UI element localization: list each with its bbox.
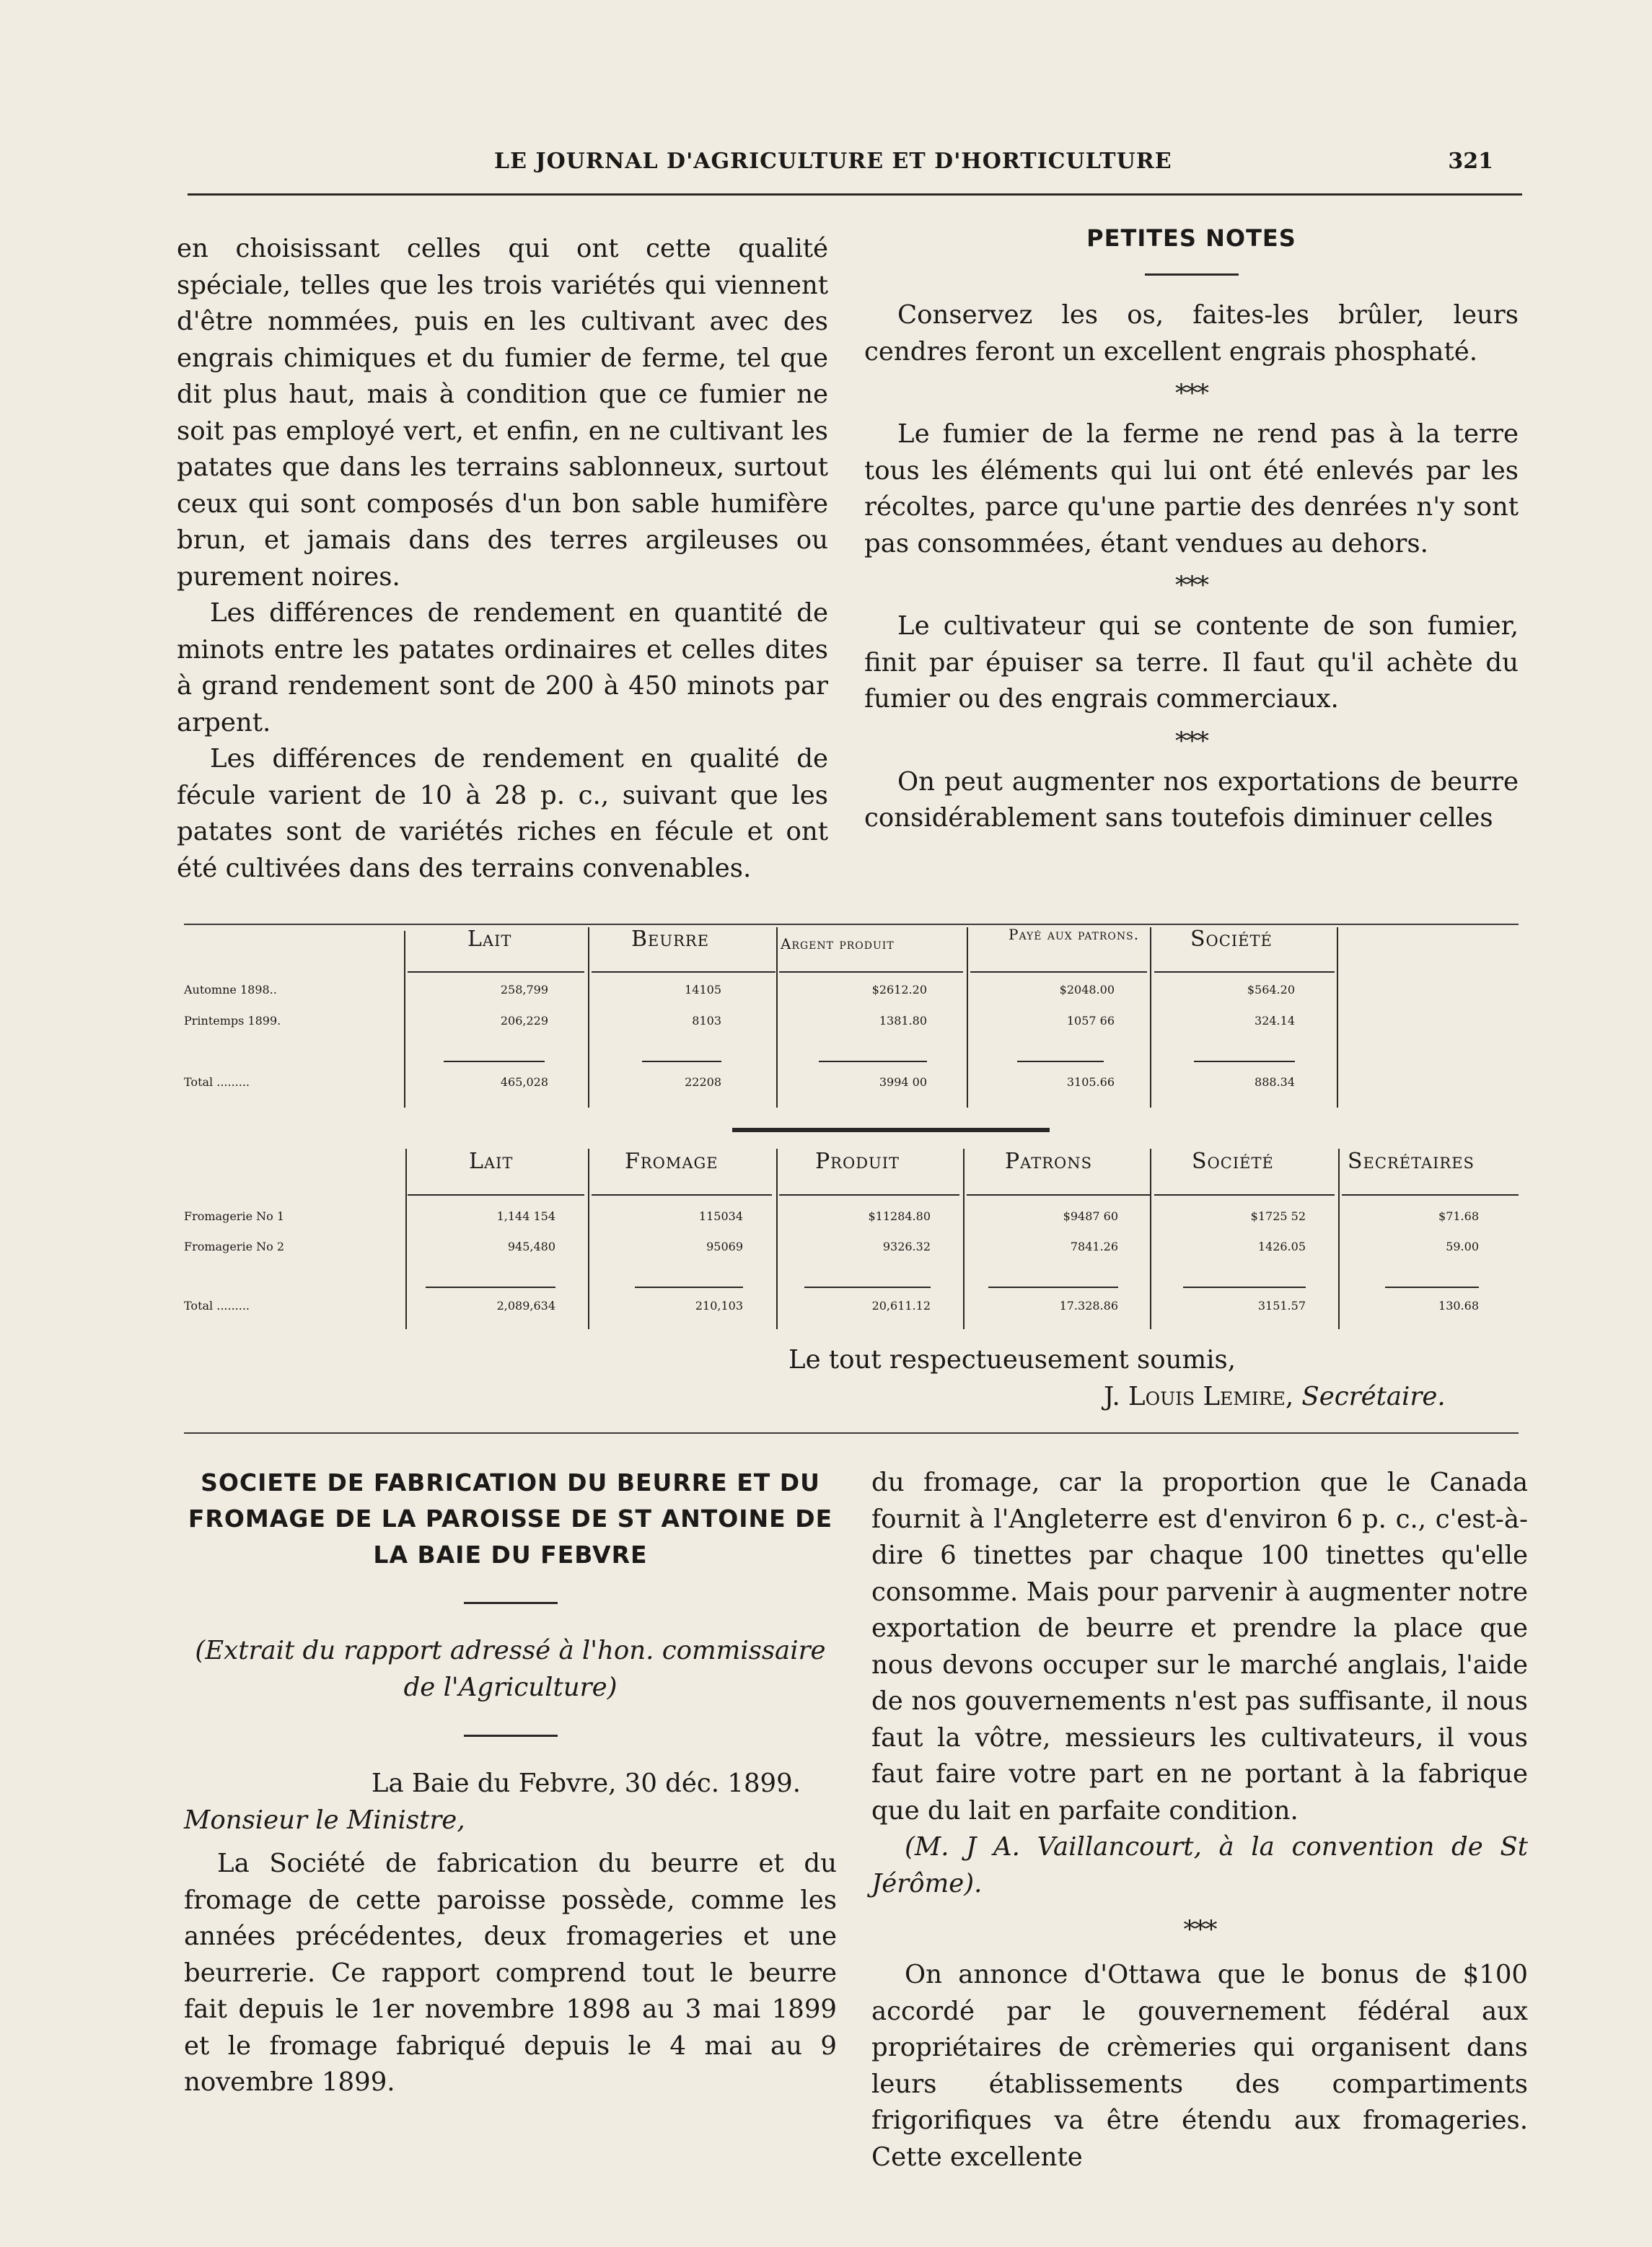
- row-label: Total .........: [184, 1075, 250, 1089]
- table-cell: 8103: [692, 1014, 721, 1028]
- table-separator: [732, 1128, 1050, 1132]
- section-heading: PETITES NOTES: [1086, 224, 1296, 252]
- table-cell: 1381.80: [879, 1014, 927, 1028]
- right-column-bottom: [871, 1465, 1528, 2176]
- table-cell: 465,028: [500, 1075, 548, 1089]
- column-header: Fromage: [625, 1149, 719, 1174]
- signature-name: J. Louis Lemire,: [1104, 1382, 1294, 1411]
- asterism: ***: [1175, 379, 1208, 408]
- asterism: ***: [1175, 726, 1208, 755]
- paragraph: du fromage, car la proportion que le Canada fournit à l'Angleterre est d'environ 6 p. c., c'est-à-dire 6 tinettes par chaque 100 tinettes qu'elle consomme. Mais pour parvenir à augmenter notre exportation de beurre et prendre la place que nous devons occuper sur le marché anglais, l'aide de nos gouvernements n'est pas suffisante, il nous faut la vôtre, messieurs les cultivateurs, il vous faut faire votre part en ne portant à la fabrique que du lait en parfaite condition.: [871, 1468, 1528, 1826]
- table-cell: 59.00: [1446, 1240, 1479, 1253]
- table-cell: 20,611.12: [871, 1299, 931, 1313]
- paragraph: en choisissant celles qui ont cette qualité spéciale, telles que les trois variétés qui viennent d'être nommées, puis en les cultivant avec des engrais chimiques et du fumier de ferme, tel que dit plus haut, mais à condition que ce fumier ne soit pas employé vert, et enfin, en ne cultivant les patates que dans les terrains sablonneux, surtout ceux qui sont composés d'un bon sable humifère brun, et jamais dans des terres argileuses ou purement noires.: [177, 234, 828, 592]
- table-cell: 3105.66: [1066, 1075, 1115, 1089]
- table-cell: 258,799: [500, 983, 548, 997]
- table-cell: 95069: [706, 1240, 743, 1253]
- paragraph: Les différences de rendement en quantité de minots entre les patates ordinaires et celles dites à grand rendement sont de 200 à 450 minots par arpent.: [177, 598, 828, 737]
- table-cell: $71.68: [1438, 1209, 1479, 1223]
- paragraph: Les différences de rendement en qualité de fécule varient de 10 à 28 p. c., suivant que les patates sont de variétés riches en fécule et ont été cultivées dans des terrains convenables.: [177, 744, 828, 883]
- table-cell: 1426.05: [1257, 1240, 1306, 1253]
- column-header: Payé aux patrons.: [1009, 926, 1140, 943]
- column-header: Beurre: [631, 927, 710, 952]
- row-label: Automne 1898..: [184, 983, 277, 997]
- table-cell: 22208: [685, 1075, 721, 1089]
- signature: [1104, 1382, 1446, 1411]
- heading-rule: [464, 1735, 558, 1737]
- extract-note: (Extrait du rapport adressé à l'hon. commissaire de l'Agriculture): [195, 1636, 826, 1702]
- table-cell: 888.34: [1255, 1075, 1295, 1089]
- asterism: ***: [1175, 571, 1208, 600]
- heading-rule: [1145, 273, 1239, 276]
- table-cell: 115034: [698, 1209, 743, 1223]
- article-heading: SOCIETE DE FABRICATION DU BEURRE ET DU FROMAGE DE LA PAROISSE DE ST ANTOINE DE LA BAIE DU FEBVRE: [188, 1468, 833, 1569]
- table-cell: 206,229: [500, 1014, 548, 1028]
- header-rule: [188, 193, 1522, 196]
- closing-line: Le tout respectueusement soumis,: [788, 1345, 1236, 1375]
- heading-rule: [464, 1602, 558, 1604]
- table-cell: 3994 00: [879, 1075, 927, 1089]
- note: Le cultivateur qui se contente de son fumier, finit par épuiser sa terre. Il faut qu'il achète du fumier ou des engrais commerciaux.: [864, 611, 1519, 714]
- table-cell: 130.68: [1438, 1299, 1479, 1313]
- section-rule: [184, 1432, 1519, 1434]
- table-cell: 2,089,634: [496, 1299, 555, 1313]
- row-label: Printemps 1899.: [184, 1014, 281, 1028]
- table-cell: $1725 52: [1250, 1209, 1306, 1223]
- salutation: Monsieur le Ministre,: [184, 1805, 465, 1835]
- column-header: Argent produit: [781, 935, 895, 952]
- note: Le fumier de la ferme ne rend pas à la terre tous les éléments qui lui ont été enlevés par les récoltes, parce qu'une partie des denrées n'y sont pas consommées, étant vendues au dehors.: [864, 419, 1519, 559]
- table-cell: 7841.26: [1070, 1240, 1118, 1253]
- table-cell: $564.20: [1247, 983, 1295, 997]
- column-header: Patrons: [1005, 1149, 1092, 1174]
- table-cell: 1,144 154: [496, 1209, 555, 1223]
- paragraph: La Société de fabrication du beurre et du fromage de cette paroisse possède, comme les années précédentes, deux fromageries et une beurrerie. Ce rapport comprend tout le beurre fait depuis le 1er novembre 1898 au 3 mai 1899 et le fromage fabriqué depuis le 4 mai au 9 novembre 1899.: [184, 1849, 837, 2097]
- table-cell: 9326.32: [882, 1240, 931, 1253]
- column-header: Produit: [815, 1149, 900, 1174]
- table-cell: $2612.20: [871, 983, 927, 997]
- table-top-rule: [184, 924, 1519, 925]
- column-header: Lait: [467, 927, 512, 952]
- table-cell: 210,103: [695, 1299, 743, 1313]
- table-cell: 945,480: [507, 1240, 555, 1253]
- column-header: Secrétaires: [1348, 1149, 1475, 1174]
- column-header: Société: [1190, 927, 1273, 952]
- row-label: Fromagerie No 2: [184, 1240, 285, 1253]
- left-column-top: [177, 231, 828, 887]
- table-cell: 324.14: [1255, 1014, 1295, 1028]
- left-column-bottom: [184, 1465, 837, 2101]
- note: Conservez les os, faites-les brûler, leurs cendres feront un excellent engrais phosphaté.: [864, 300, 1519, 367]
- table-cell: 17.328.86: [1059, 1299, 1118, 1313]
- column-header: Lait: [469, 1149, 514, 1174]
- row-label: Total .........: [184, 1299, 250, 1313]
- right-column-top: [864, 220, 1519, 837]
- table-cell: 1057 66: [1066, 1014, 1115, 1028]
- attribution: (M. J A. Vaillancourt, à la convention de St Jérôme).: [871, 1832, 1528, 1898]
- row-label: Fromagerie No 1: [184, 1209, 285, 1223]
- running-header: [188, 149, 1529, 180]
- asterism: ***: [1183, 1915, 1216, 1944]
- signature-role: Secrétaire.: [1301, 1382, 1446, 1411]
- dateline: La Baie du Febvre, 30 déc. 1899.: [371, 1769, 801, 1798]
- table-cell: 3151.57: [1257, 1299, 1306, 1313]
- note: On peut augmenter nos exportations de beurre considérablement sans toutefois diminuer celles: [864, 766, 1519, 833]
- table-cell: 14105: [685, 983, 721, 997]
- page-number: 321: [1448, 149, 1493, 174]
- paragraph: On annonce d'Ottawa que le bonus de $100 accordé par le gouvernement fédéral aux propriétaires de crèmeries qui organisent dans leurs établissements des compartiments frigorifiques va être étendu aux fromageries. Cette excellente: [871, 1960, 1528, 2172]
- column-header: Société: [1192, 1149, 1274, 1174]
- table-cell: $9487 60: [1063, 1209, 1118, 1223]
- table-cell: $2048.00: [1059, 983, 1115, 997]
- journal-title: LE JOURNAL D'AGRICULTURE ET D'HORTICULTURE: [494, 149, 1172, 174]
- table-cell: $11284.80: [868, 1209, 931, 1223]
